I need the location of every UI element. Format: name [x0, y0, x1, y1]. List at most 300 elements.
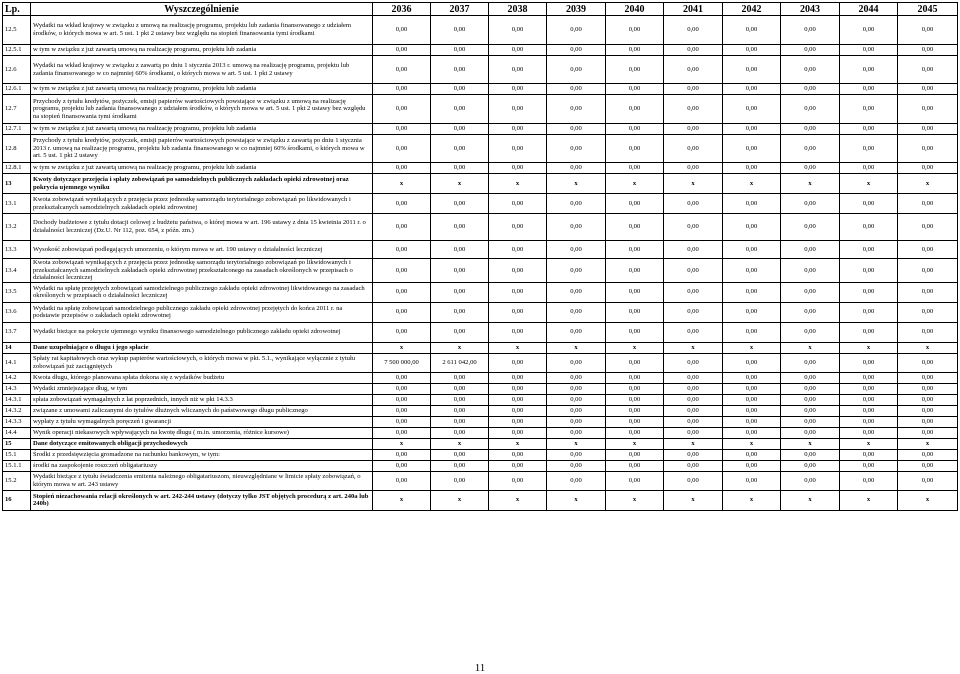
- row-value: 0,00: [781, 471, 840, 490]
- row-value: 0,00: [431, 241, 489, 259]
- row-value: 0,00: [781, 16, 840, 45]
- row-description: Kwota zobowiązań wynikających z przejęcia przez jednostkę samorządu terytorialnego zobowiązań po likwidowanych i przekształcanych samodzielnych zakładach opieki zdrowotnej przekształconego na zasadach określonych w przepisach o działalności leczniczej: [31, 259, 373, 283]
- row-description: Wydatki zmniejszające dług, w tym: [31, 383, 373, 394]
- row-value: x: [547, 490, 606, 510]
- table-row: [3, 471, 958, 490]
- row-value: 0,00: [606, 427, 664, 438]
- row-number: 13.4: [3, 259, 31, 283]
- row-value: x: [664, 342, 723, 353]
- row-value: 0,00: [373, 427, 431, 438]
- row-value: x: [840, 438, 898, 449]
- row-value: x: [489, 342, 547, 353]
- row-value: 0,00: [781, 194, 840, 214]
- row-value: 0,00: [898, 194, 958, 214]
- row-value: 0,00: [431, 405, 489, 416]
- row-value: 0,00: [489, 214, 547, 241]
- row-value: 0,00: [373, 163, 431, 174]
- row-value: 0,00: [431, 383, 489, 394]
- header-year: 2037: [431, 3, 489, 16]
- row-value: 0,00: [489, 353, 547, 372]
- row-value: 0,00: [898, 322, 958, 342]
- row-value: 0,00: [606, 471, 664, 490]
- row-value: x: [373, 438, 431, 449]
- row-value: 0,00: [373, 194, 431, 214]
- header-year: 2040: [606, 3, 664, 16]
- row-value: 0,00: [489, 383, 547, 394]
- row-number: 13.5: [3, 282, 31, 302]
- row-value: x: [723, 438, 781, 449]
- row-value: 0,00: [898, 163, 958, 174]
- row-number: 13.6: [3, 302, 31, 322]
- table-row: [3, 460, 958, 471]
- row-description: Wydatki bieżące na pokrycie ujemnego wyniku finansowego samodzielnego publicznego zakładu opieki zdrowotnej: [31, 322, 373, 342]
- row-value: 0,00: [664, 282, 723, 302]
- row-value: 0,00: [431, 135, 489, 163]
- row-value: 0,00: [898, 282, 958, 302]
- row-value: 0,00: [723, 353, 781, 372]
- table-row: [3, 84, 958, 95]
- row-number: 15.1: [3, 449, 31, 460]
- table-row: [3, 427, 958, 438]
- row-value: 0,00: [373, 416, 431, 427]
- table-body: [3, 16, 958, 511]
- table-row: [3, 394, 958, 405]
- row-value: 0,00: [489, 282, 547, 302]
- table-row: [3, 194, 958, 214]
- row-value: 0,00: [840, 56, 898, 84]
- table-row: [3, 405, 958, 416]
- row-value: 0,00: [898, 214, 958, 241]
- row-value: 0,00: [664, 322, 723, 342]
- header-year: 2042: [723, 3, 781, 16]
- row-value: 0,00: [840, 135, 898, 163]
- row-value: 0,00: [840, 471, 898, 490]
- row-value: 0,00: [489, 56, 547, 84]
- row-value: 0,00: [547, 449, 606, 460]
- row-value: x: [547, 342, 606, 353]
- row-description: Przychody z tytułu kredytów, pożyczek, emisji papierów wartościowych powstające w związku z zawartą po dniu 1 stycznia 2013 r. umową na realizację programu, projektu lub zadania finansowanego w co najmniej 60% środkami, o których mowa w art. 5 ust. 1 pkt 2 ustawy: [31, 135, 373, 163]
- row-value: 0,00: [547, 194, 606, 214]
- row-value: 0,00: [664, 259, 723, 283]
- row-value: 0,00: [898, 16, 958, 45]
- row-value: x: [489, 174, 547, 194]
- row-number: 13.7: [3, 322, 31, 342]
- table-row: [3, 45, 958, 56]
- row-value: 0,00: [840, 460, 898, 471]
- row-value: 0,00: [606, 95, 664, 124]
- row-value: 0,00: [547, 322, 606, 342]
- row-description: Wysokość zobowiązań podlegających umorzeniu, o którym mowa w art. 190 ustawy o działalności leczniczej: [31, 241, 373, 259]
- row-value: 0,00: [898, 241, 958, 259]
- table-row: [3, 214, 958, 241]
- row-value: 0,00: [489, 135, 547, 163]
- row-value: 0,00: [373, 394, 431, 405]
- row-value: 0,00: [664, 163, 723, 174]
- row-value: 0,00: [373, 302, 431, 322]
- row-value: x: [781, 342, 840, 353]
- row-value: 0,00: [431, 56, 489, 84]
- row-value: x: [431, 174, 489, 194]
- row-value: 0,00: [431, 124, 489, 135]
- row-number: 13.3: [3, 241, 31, 259]
- row-value: 0,00: [431, 214, 489, 241]
- row-value: 0,00: [431, 322, 489, 342]
- row-value: 0,00: [723, 460, 781, 471]
- row-description: związane z umowami zaliczanymi do tytułów dłużnych wliczanych do państwowego długu publicznego: [31, 405, 373, 416]
- row-value: 0,00: [431, 282, 489, 302]
- row-value: 0,00: [547, 163, 606, 174]
- row-value: 0,00: [664, 394, 723, 405]
- row-value: 0,00: [723, 194, 781, 214]
- row-value: 0,00: [781, 124, 840, 135]
- table-row: [3, 416, 958, 427]
- header-year: 2038: [489, 3, 547, 16]
- table-row: [3, 282, 958, 302]
- row-number: 15.1.1: [3, 460, 31, 471]
- row-value: 0,00: [781, 383, 840, 394]
- row-value: 0,00: [431, 194, 489, 214]
- row-value: 0,00: [664, 471, 723, 490]
- row-value: 0,00: [723, 416, 781, 427]
- row-value: 0,00: [606, 405, 664, 416]
- row-value: 0,00: [606, 45, 664, 56]
- row-value: 0,00: [840, 449, 898, 460]
- row-value: 0,00: [606, 449, 664, 460]
- row-value: 0,00: [664, 460, 723, 471]
- row-value: 0,00: [723, 322, 781, 342]
- row-value: 0,00: [489, 124, 547, 135]
- row-value: 0,00: [489, 427, 547, 438]
- row-value: 0,00: [547, 460, 606, 471]
- row-value: x: [547, 438, 606, 449]
- row-value: 0,00: [373, 322, 431, 342]
- row-value: 0,00: [840, 353, 898, 372]
- row-value: 0,00: [547, 394, 606, 405]
- row-description: Środki z przedsięwzięcia gromadzone na rachunku bankowym, w tym:: [31, 449, 373, 460]
- row-value: 0,00: [489, 394, 547, 405]
- row-value: x: [664, 174, 723, 194]
- row-value: 0,00: [606, 259, 664, 283]
- row-value: 0,00: [373, 405, 431, 416]
- row-value: x: [489, 438, 547, 449]
- row-value: x: [723, 490, 781, 510]
- row-value: 0,00: [547, 135, 606, 163]
- row-value: 0,00: [373, 471, 431, 490]
- row-value: 0,00: [489, 95, 547, 124]
- table-header-row: [3, 3, 958, 16]
- row-value: 0,00: [723, 56, 781, 84]
- row-value: 0,00: [781, 241, 840, 259]
- row-value: 0,00: [606, 194, 664, 214]
- header-year: 2039: [547, 3, 606, 16]
- row-value: 0,00: [606, 282, 664, 302]
- row-number: 12.8.1: [3, 163, 31, 174]
- row-value: 0,00: [723, 135, 781, 163]
- row-value: 0,00: [840, 163, 898, 174]
- row-value: 0,00: [664, 84, 723, 95]
- table-row: [3, 174, 958, 194]
- table-row: [3, 135, 958, 163]
- row-value: 0,00: [606, 394, 664, 405]
- row-value: 0,00: [781, 394, 840, 405]
- row-description: Kwota długu, którego planowana spłata dokona się z wydatków budżetu: [31, 372, 373, 383]
- row-value: 0,00: [898, 56, 958, 84]
- row-value: 0,00: [840, 416, 898, 427]
- row-value: 0,00: [781, 45, 840, 56]
- row-value: 0,00: [547, 405, 606, 416]
- row-value: 0,00: [723, 214, 781, 241]
- row-value: 0,00: [489, 405, 547, 416]
- row-value: 0,00: [489, 302, 547, 322]
- table-row: [3, 372, 958, 383]
- row-value: 0,00: [840, 194, 898, 214]
- row-value: 0,00: [431, 427, 489, 438]
- row-number: 14: [3, 342, 31, 353]
- row-value: 0,00: [898, 372, 958, 383]
- row-value: 0,00: [606, 124, 664, 135]
- row-number: 12.8: [3, 135, 31, 163]
- row-value: 0,00: [606, 372, 664, 383]
- row-value: 2 611 042,00: [431, 353, 489, 372]
- table-row: [3, 383, 958, 394]
- row-value: 0,00: [781, 416, 840, 427]
- row-description: wypłaty z tytułu wymagalnych poręczeń i gwarancji: [31, 416, 373, 427]
- row-value: 0,00: [547, 282, 606, 302]
- row-description: Stopień niezachowania relacji określonych w art. 242-244 ustawy (dotyczy tylko JST objętych procedurą z art. 240a lub 240b): [31, 490, 373, 510]
- table-row: [3, 56, 958, 84]
- row-value: 0,00: [781, 259, 840, 283]
- row-value: 0,00: [723, 471, 781, 490]
- row-value: x: [606, 342, 664, 353]
- row-value: 0,00: [781, 353, 840, 372]
- table-row: [3, 322, 958, 342]
- row-value: x: [840, 342, 898, 353]
- header-year: 2045: [898, 3, 958, 16]
- row-number: 14.3: [3, 383, 31, 394]
- row-number: 12.7: [3, 95, 31, 124]
- row-value: 0,00: [723, 259, 781, 283]
- row-value: 0,00: [898, 135, 958, 163]
- row-value: 0,00: [840, 282, 898, 302]
- table-row: [3, 490, 958, 510]
- row-value: 0,00: [723, 449, 781, 460]
- row-value: 0,00: [373, 135, 431, 163]
- row-value: 7 500 000,00: [373, 353, 431, 372]
- row-value: x: [547, 174, 606, 194]
- row-value: x: [781, 490, 840, 510]
- row-value: 0,00: [781, 163, 840, 174]
- row-value: 0,00: [664, 214, 723, 241]
- row-value: x: [431, 438, 489, 449]
- row-value: 0,00: [431, 460, 489, 471]
- row-value: 0,00: [781, 282, 840, 302]
- row-description: Dane uzupełniające o długu i jego spłacie: [31, 342, 373, 353]
- row-value: 0,00: [723, 372, 781, 383]
- row-value: 0,00: [840, 372, 898, 383]
- row-value: 0,00: [547, 124, 606, 135]
- row-value: 0,00: [664, 241, 723, 259]
- row-value: 0,00: [606, 353, 664, 372]
- row-value: 0,00: [898, 416, 958, 427]
- row-value: x: [373, 490, 431, 510]
- row-value: 0,00: [664, 405, 723, 416]
- table-row: [3, 438, 958, 449]
- row-value: 0,00: [723, 84, 781, 95]
- page-number: 11: [474, 662, 486, 674]
- row-value: 0,00: [898, 427, 958, 438]
- row-value: 0,00: [664, 353, 723, 372]
- row-value: x: [840, 174, 898, 194]
- row-number: 12.5.1: [3, 45, 31, 56]
- table-row: [3, 353, 958, 372]
- row-description: w tym w związku z już zawartą umową na realizację programu, projektu lub zadania: [31, 45, 373, 56]
- row-value: 0,00: [781, 322, 840, 342]
- financial-forecast-table: [2, 2, 958, 511]
- row-value: 0,00: [840, 214, 898, 241]
- row-value: 0,00: [373, 84, 431, 95]
- row-number: 13: [3, 174, 31, 194]
- row-value: 0,00: [898, 45, 958, 56]
- row-description: Kwoty dotyczące przejęcia i spłaty zobowiązań po samodzielnych publicznych zakładach opieki zdrowotnej oraz pokrycia ujemnego wyniku: [31, 174, 373, 194]
- header-year: 2041: [664, 3, 723, 16]
- row-value: x: [606, 174, 664, 194]
- table-row: [3, 449, 958, 460]
- row-value: 0,00: [723, 282, 781, 302]
- row-value: 0,00: [547, 56, 606, 84]
- row-value: 0,00: [781, 449, 840, 460]
- row-value: 0,00: [606, 16, 664, 45]
- row-value: 0,00: [781, 460, 840, 471]
- row-value: 0,00: [840, 394, 898, 405]
- row-value: 0,00: [606, 241, 664, 259]
- row-value: 0,00: [664, 56, 723, 84]
- row-value: 0,00: [431, 394, 489, 405]
- row-description: w tym w związku z już zawartą umową na realizację programu, projektu lub zadania: [31, 124, 373, 135]
- row-number: 12.6.1: [3, 84, 31, 95]
- row-value: 0,00: [723, 124, 781, 135]
- row-value: x: [723, 342, 781, 353]
- header-year: 2036: [373, 3, 431, 16]
- row-value: 0,00: [547, 353, 606, 372]
- row-value: 0,00: [781, 56, 840, 84]
- row-value: 0,00: [606, 383, 664, 394]
- row-value: 0,00: [840, 427, 898, 438]
- row-value: x: [489, 490, 547, 510]
- row-value: 0,00: [373, 372, 431, 383]
- row-number: 12.6: [3, 56, 31, 84]
- row-value: 0,00: [373, 45, 431, 56]
- row-value: 0,00: [431, 259, 489, 283]
- row-value: 0,00: [431, 16, 489, 45]
- row-value: 0,00: [489, 460, 547, 471]
- row-value: 0,00: [898, 84, 958, 95]
- row-description: środki na zaspokojenie roszczeń obligatariuszy: [31, 460, 373, 471]
- row-value: 0,00: [781, 372, 840, 383]
- row-value: 0,00: [840, 383, 898, 394]
- row-value: 0,00: [723, 16, 781, 45]
- row-value: x: [840, 490, 898, 510]
- row-value: 0,00: [606, 322, 664, 342]
- row-description: Wynik operacji niekasowych wpływających na kwotę długu ( m.in. umorzenia, różnice kursowe): [31, 427, 373, 438]
- row-value: 0,00: [373, 449, 431, 460]
- row-value: x: [373, 174, 431, 194]
- row-value: 0,00: [664, 135, 723, 163]
- row-value: 0,00: [898, 383, 958, 394]
- row-description: Wydatki na wkład krajowy w związku z umową na realizację programu, projektu lub zadania finansowanego z udziałem środków, o których mowa w art. 5 ust. 1 pkt 2 ustawy bez względu na stopień finansowania tymi środkami: [31, 16, 373, 45]
- row-value: 0,00: [489, 45, 547, 56]
- row-number: 12.5: [3, 16, 31, 45]
- row-value: 0,00: [898, 353, 958, 372]
- row-value: 0,00: [489, 416, 547, 427]
- row-value: 0,00: [547, 427, 606, 438]
- table-row: [3, 124, 958, 135]
- row-value: 0,00: [898, 95, 958, 124]
- row-value: x: [723, 174, 781, 194]
- row-value: 0,00: [547, 302, 606, 322]
- row-value: 0,00: [840, 124, 898, 135]
- row-value: x: [898, 490, 958, 510]
- row-value: 0,00: [373, 241, 431, 259]
- row-value: 0,00: [664, 416, 723, 427]
- header-lp: Lp.: [3, 3, 31, 16]
- row-number: 14.3.3: [3, 416, 31, 427]
- row-value: 0,00: [489, 471, 547, 490]
- row-value: 0,00: [723, 241, 781, 259]
- row-value: 0,00: [489, 84, 547, 95]
- table-row: [3, 302, 958, 322]
- header-description: Wyszczególnienie: [31, 3, 373, 16]
- row-value: 0,00: [898, 449, 958, 460]
- row-value: 0,00: [489, 163, 547, 174]
- row-value: 0,00: [781, 135, 840, 163]
- row-value: x: [664, 490, 723, 510]
- row-value: 0,00: [373, 56, 431, 84]
- header-year: 2043: [781, 3, 840, 16]
- row-value: 0,00: [373, 460, 431, 471]
- row-value: 0,00: [431, 95, 489, 124]
- row-value: 0,00: [781, 214, 840, 241]
- table-row: [3, 342, 958, 353]
- row-value: 0,00: [547, 95, 606, 124]
- row-value: 0,00: [489, 372, 547, 383]
- row-value: 0,00: [547, 84, 606, 95]
- row-description: Przychody z tytułu kredytów, pożyczek, emisji papierów wartościowych powstające w związku z umową na realizację programu, projektu lub zadania finansowanego z udziałem środków, o których mowa w art. 5 ust. 1 pkt 2 ustawy bez względu na stopień finansowania tymi środkami: [31, 95, 373, 124]
- row-value: 0,00: [606, 214, 664, 241]
- row-value: 0,00: [723, 427, 781, 438]
- row-value: 0,00: [431, 372, 489, 383]
- row-value: 0,00: [723, 302, 781, 322]
- row-number: 14.4: [3, 427, 31, 438]
- row-number: 12.7.1: [3, 124, 31, 135]
- row-value: 0,00: [547, 241, 606, 259]
- row-value: 0,00: [664, 45, 723, 56]
- row-value: 0,00: [489, 241, 547, 259]
- row-description: Spłaty rat kapitałowych oraz wykup papierów wartościowych, o których mowa w pkt. 5.1., wynikające wyłącznie z tytułu zobowiązań już zaciągniętych: [31, 353, 373, 372]
- row-value: 0,00: [781, 302, 840, 322]
- row-value: 0,00: [664, 427, 723, 438]
- row-value: 0,00: [606, 56, 664, 84]
- row-value: 0,00: [489, 16, 547, 45]
- row-number: 14.3.2: [3, 405, 31, 416]
- row-value: 0,00: [373, 259, 431, 283]
- row-value: 0,00: [489, 259, 547, 283]
- row-description: Kwota zobowiązań wynikających z przejęcia przez jednostkę samorządu terytorialnego zobowiązań po likwidowanych i przekształcanych samodzielnych zakładach opieki zdrowotnej: [31, 194, 373, 214]
- row-description: Wydatki na wkład krajowy w związku z zawartą po dniu 1 stycznia 2013 r. umową na realizację programu, projektu lub zadania finansowanego w co najmniej 60% środkami, o których mowa w art. 5 ust. 1 pkt 2 ustawy: [31, 56, 373, 84]
- row-number: 16: [3, 490, 31, 510]
- row-value: 0,00: [840, 322, 898, 342]
- row-value: x: [606, 490, 664, 510]
- row-number: 13.2: [3, 214, 31, 241]
